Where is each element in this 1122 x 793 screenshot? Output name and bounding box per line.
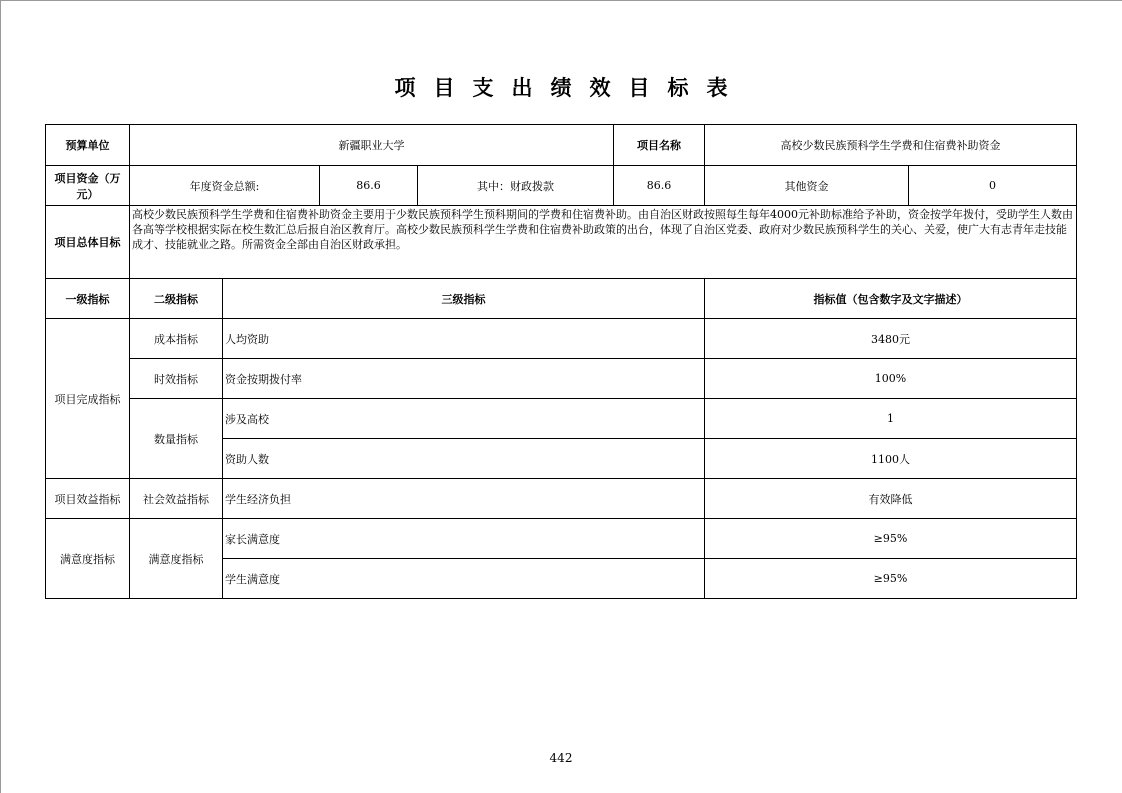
funds-label: 项目资金（万元） (46, 166, 130, 206)
table-row (46, 479, 1077, 519)
col-header-level2: 二级指标 (130, 279, 223, 319)
cost-item: 人均资助 (223, 319, 705, 359)
social-benefit-value: 有效降低 (705, 479, 1077, 519)
quantity-item-schools: 涉及高校 (223, 399, 705, 439)
social-benefit-item: 学生经济负担 (223, 479, 705, 519)
timeliness-value: 100% (705, 359, 1077, 399)
table-row (46, 319, 1077, 359)
performance-table (45, 124, 1077, 599)
project-name-value: 高校少数民族预科学生学费和住宿费补助资金 (705, 125, 1077, 166)
completion-indicator-label: 项目完成指标 (46, 319, 130, 479)
budget-unit-label: 预算单位 (46, 125, 130, 166)
row-funds (46, 166, 1077, 206)
cost-indicator-label: 成本指标 (130, 319, 223, 359)
parent-satisfaction-value: ≥95% (705, 519, 1077, 559)
table-row (46, 399, 1077, 439)
quantity-value-students: 1100人 (705, 439, 1077, 479)
timeliness-item: 资金按期拨付率 (223, 359, 705, 399)
col-header-value: 指标值（包含数字及文字描述） (705, 279, 1077, 319)
quantity-value-schools: 1 (705, 399, 1077, 439)
page-border-left (0, 0, 1, 793)
benefit-indicator-label: 项目效益指标 (46, 479, 130, 519)
quantity-item-students: 资助人数 (223, 439, 705, 479)
fiscal-value: 86.6 (614, 166, 705, 206)
annual-total-label: 年度资金总额: (130, 166, 320, 206)
row-budget-unit (46, 125, 1077, 166)
col-header-level3: 三级指标 (223, 279, 705, 319)
annual-total-value: 86.6 (320, 166, 418, 206)
goal-text: 高校少数民族预科学生学费和住宿费补助资金主要用于少数民族预科学生预科期间的学费和住宿费补助。由自治区财政按照每生每年4000元补助标准给予补助，资金按学年拨付，受助学生人数由各高等学校根据实际在校生数汇总后报自治区教育厅。高校少数民族预科学生学费和住宿费补助政策的出台，体现了自治区党委、政府对少数民族预科学生的关心、关爱，使广大有志青年走技能成才、技能就业之路。所需资金全部由自治区财政承担。 (130, 206, 1077, 279)
other-funds-label: 其他资金 (705, 166, 909, 206)
social-benefit-label: 社会效益指标 (130, 479, 223, 519)
row-goal (46, 206, 1077, 279)
satisfaction-level1-label: 满意度指标 (46, 519, 130, 599)
row-column-headers (46, 279, 1077, 319)
table-row (46, 519, 1077, 559)
student-satisfaction-item: 学生满意度 (223, 559, 705, 599)
page-border-top (0, 0, 1122, 1)
goal-label: 项目总体目标 (46, 206, 130, 279)
table-row (46, 359, 1077, 399)
col-header-level1: 一级指标 (46, 279, 130, 319)
student-satisfaction-value: ≥95% (705, 559, 1077, 599)
project-name-label: 项目名称 (614, 125, 705, 166)
satisfaction-level2-label: 满意度指标 (130, 519, 223, 599)
parent-satisfaction-item: 家长满意度 (223, 519, 705, 559)
cost-value: 3480元 (705, 319, 1077, 359)
budget-unit-value: 新疆职业大学 (130, 125, 614, 166)
page-title: 项目支出绩效目标表 (394, 76, 746, 100)
page-number: 442 (549, 751, 573, 765)
quantity-indicator-label: 数量指标 (130, 399, 223, 479)
other-funds-value: 0 (909, 166, 1077, 206)
timeliness-indicator-label: 时效指标 (130, 359, 223, 399)
fiscal-label: 其中：财政拨款 (418, 166, 614, 206)
